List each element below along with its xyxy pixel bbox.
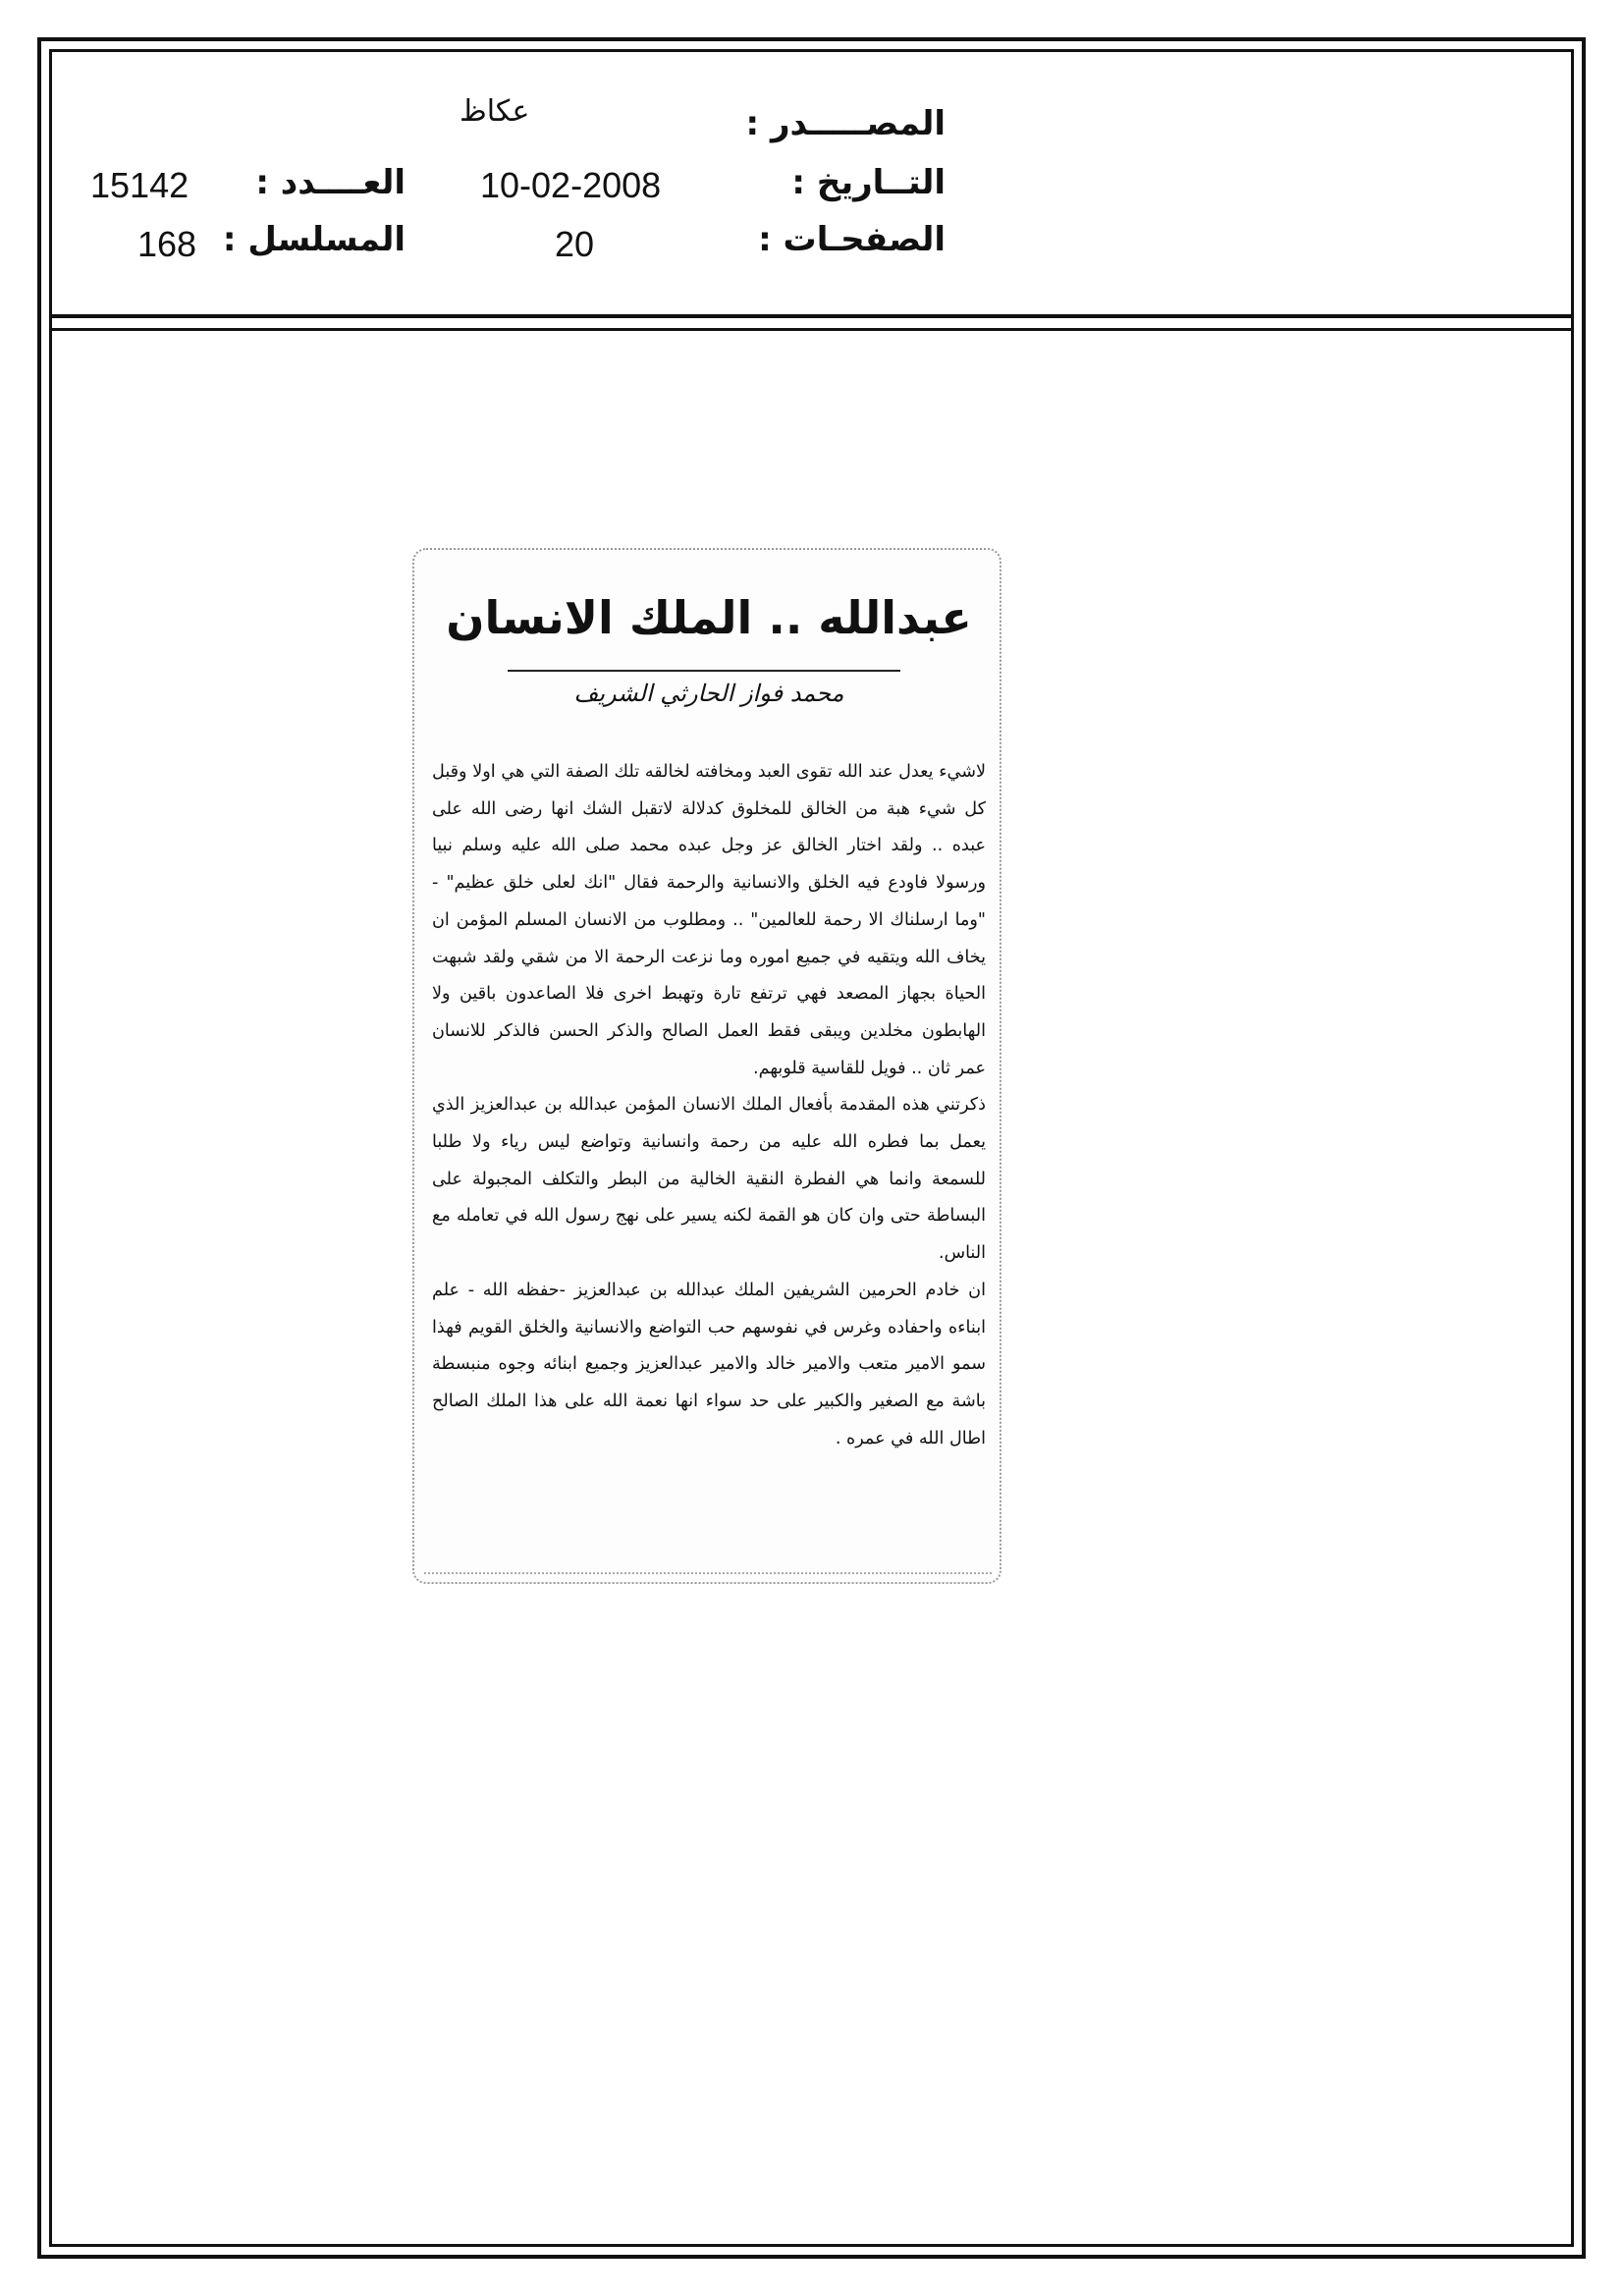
title-underline [508, 670, 900, 672]
serial-label: المسلسل : [222, 220, 406, 259]
article-paragraph: ذكرتني هذه المقدمة بأفعال الملك الانسان المؤمن عبدالله بن عبدالعزيز الذي يعمل بما فطره الله عليه من رحمة وانسانية وتواضع ليس رياء ولا طلبا للسمعة وانما هي الفطرة النقية الخالية من البطر والتكلف المجبولة على البساطة حتى وان كان هو القمة لكنه يسير على نهج رسول الله في تعامله مع الناس. [432, 1095, 986, 1264]
header-divider-secondary [49, 328, 1574, 331]
date-label: التــاريخ : [791, 163, 946, 202]
header-divider [49, 314, 1574, 318]
source-label: المصـــــدر : [745, 104, 946, 143]
clipping-bottom-edge [424, 1572, 992, 1574]
serial-value: 168 [137, 224, 197, 264]
pages-label: الصفحـات : [758, 220, 946, 259]
article-body [432, 754, 986, 1457]
article-author: محمد فواز الحارثي الشريف [573, 680, 844, 707]
newspaper-clipping [412, 548, 1001, 1584]
issue-label: العــــدد : [255, 163, 406, 202]
issue-value: 15142 [90, 165, 189, 205]
source-value: عكاظ [460, 94, 530, 129]
article-paragraph: لاشيء يعدل عند الله تقوى العبد ومخافته لخالقه تلك الصفة التي هي اولا وقبل كل شيء هبة من الخالق للمخلوق كدلالة لاتقبل الشك انها رضى الله على عبده .. ولقد اختار الخالق عز وجل عبده محمد صلى الله عليه وسلم نبيا ورسولا فاودع فيه الخلق والانسانية والرحمة فقال "انك لعلى خلق عظيم" - "وما ارسلناك الا رحمة للعالمين" .. ومطلوب من الانسان المسلم المؤمن ان يخاف الله ويتقيه في جميع اموره وما نزعت الرحمة الا من شقي ولقد شبهت الحياة بجهاز المصعد فهي ترتفع تارة وتهبط اخرى فلا الصاعدون باقين ولا الهابطون مخلدين ويبقى فقط العمل الصالح والذكر الحسن فالذكر للانسان عمر ثان .. فويل للقاسية قلوبهم. [432, 762, 986, 1078]
article-paragraph: ان خادم الحرمين الشريفين الملك عبدالله بن عبدالعزيز -حفظه الله - علم ابناءه واحفاده وغرس في نفوسهم حب التواضع والانسانية والخلق القويم فهذا سمو الامير متعب والامير خالد والامير عبدالعزيز وجميع ابنائه وجوه منبسطة باشة مع الصغير والكبير على حد سواء انها نعمة الله على هذا الملك الصالح اطال الله في عمره . [432, 1280, 986, 1449]
date-value: 10-02-2008 [480, 165, 662, 205]
article-title: عبدالله .. الملك الانسان [446, 591, 972, 644]
pages-value: 20 [555, 224, 595, 264]
